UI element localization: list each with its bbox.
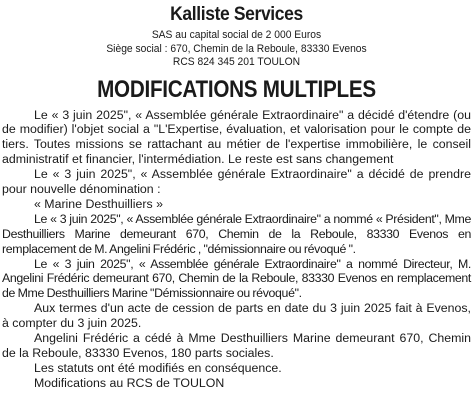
- paragraph-new-name: « Marine Desthuilliers »: [34, 196, 163, 211]
- rcs-line: RCS 824 345 201 TOULON: [172, 56, 301, 68]
- address-line: Siège social : 670, Chemin de la Reboule, 83330 Evenos: [106, 42, 367, 55]
- paragraph-statutes: Les statuts ont été modifiés en conséquence.: [34, 360, 282, 375]
- company-name: Kalliste Services: [170, 4, 303, 25]
- notice-body: [2, 108, 471, 391]
- paragraph-president: Le « 3 juin 2025", « Assemblée générale Extraordinaire" a nommé « Président", Mme Desthuilliers Marine demeurant 670, Chemin de la Reboule, 83330 Evenos en remplacement de M. Angelini Frédéric , "démissionnaire ou révoqué ".: [2, 211, 471, 256]
- notice-title: MODIFICATIONS MULTIPLES: [97, 75, 376, 103]
- paragraph-transfer-shares: Angelini Frédéric a cédé à Mme Desthuilliers Marine demeurant 670, Chemin de la Reboule, 83330 Evenos, 180 parts sociales.: [2, 331, 471, 360]
- paragraph-object: Le « 3 juin 2025", « Assemblée générale Extraordinaire" a décidé d'étendre (ou de modifier) l'objet social a "L'Expertise, évaluation, et valorisation pour le compte de tiers. Toutes missions se rattachant au métier de l'expertise immobilière, le conseil administratif et financier, l'intermédiation. Le reste est sans changement: [2, 107, 471, 167]
- company-details: [2, 29, 471, 70]
- capital-line: SAS au capital social de 2 000 Euros: [151, 29, 322, 41]
- paragraph-name-decision: Le « 3 juin 2025", « Assemblée générale Extraordinaire" a décidé de prendre pour nouvelle dénomination :: [2, 167, 471, 197]
- paragraph-rcs: Modifications au RCS de TOULON: [34, 375, 225, 390]
- paragraph-transfer-deed: Aux termes d'un acte de cession de parts en date du 3 juin 2025 fait à Evenos, à compter du 3 juin 2025.: [2, 301, 471, 331]
- paragraph-director: Le « 3 juin 2025", « Assemblée générale Extraordinaire" a nommé Directeur, M. Angelini Frédéric demeurant 670, Chemin de la Reboule, 83330 Evenos en remplacement de Mme Desthuilliers Marine "Démissionnaire ou révoqué".: [2, 256, 471, 301]
